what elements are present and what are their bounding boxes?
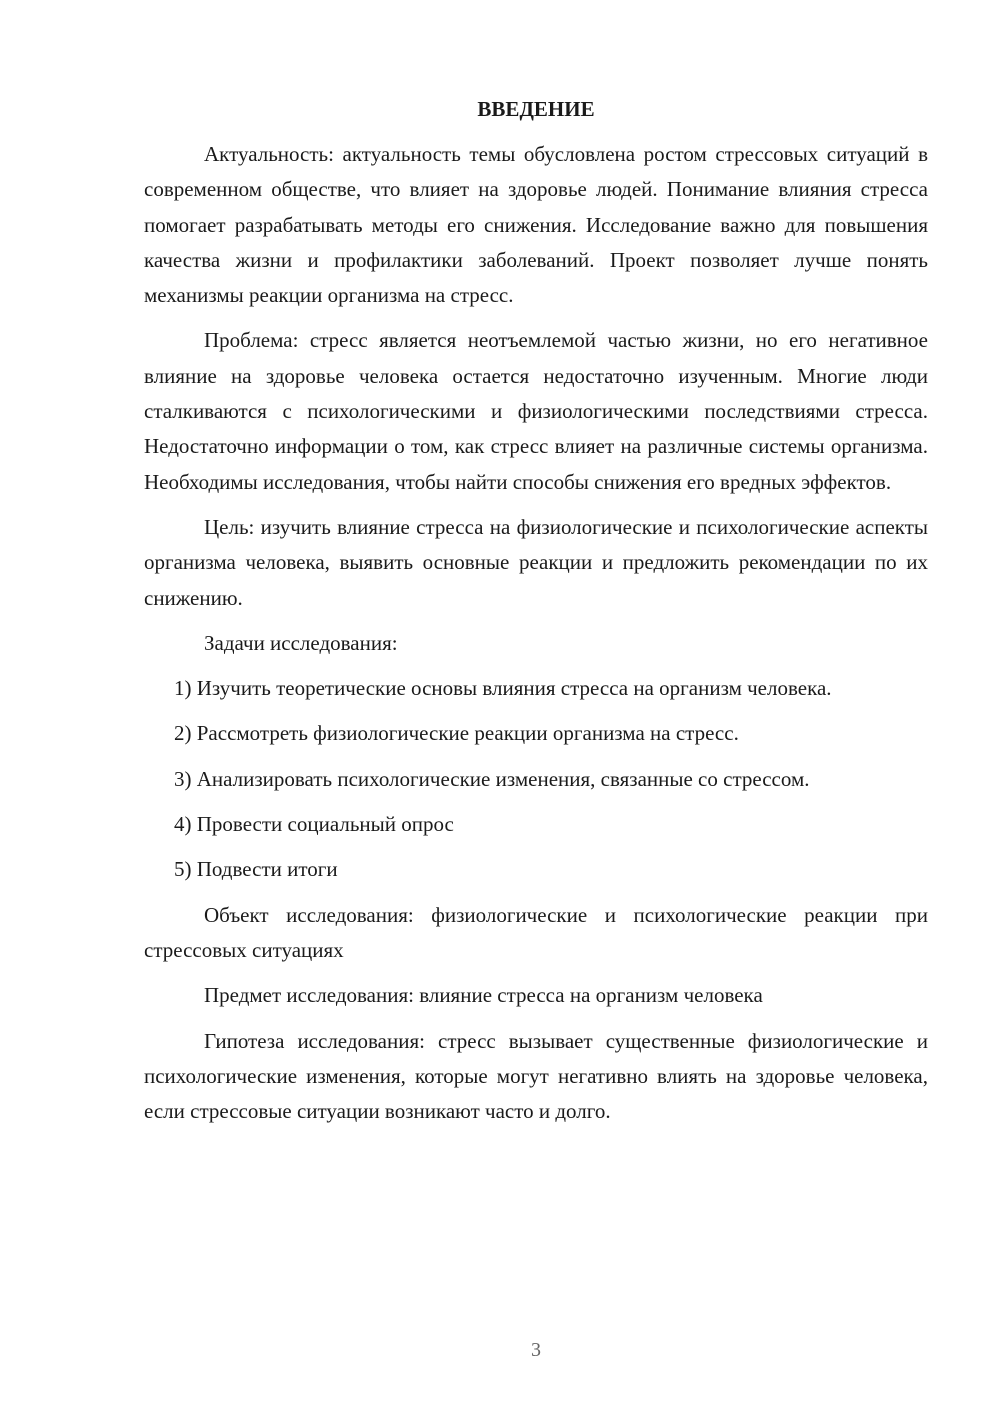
paragraph-relevance: Актуальность: актуальность темы обусловлена ростом стрессовых ситуаций в современном обществе, что влияет на здоровье людей. Понимание влияния стресса помогает разрабатывать методы его снижения. Исследование важно для повышения качества жизни и профилактики заболеваний. Проект позволяет лучше понять механизмы реакции организма на стресс. <box>144 142 928 308</box>
task-item: 5) Подвести итоги <box>174 857 338 882</box>
paragraph-object: Объект исследования: физиологические и психологические реакции при стрессовых ситуациях <box>144 902 928 962</box>
paragraph-goal: Цель: изучить влияние стресса на физиологические и психологические аспекты организма человека, выявить основные реакции и предложить рекомендации по их снижению. <box>144 514 928 610</box>
paragraph-problem: Проблема: стресс является неотъемлемой частью жизни, но его негативное влияние на здоровье человека остается недостаточно изученным. Многие люди сталкиваются с психологическими и физиологическими последствиями стресса. Недостаточно информации о том, как стресс влияет на различные системы организма. Необходимы исследования, чтобы найти способы снижения его вредных эффектов. <box>144 328 928 494</box>
paragraph-hypothesis: Гипотеза исследования: стресс вызывает существенные физиологические и психологические изменения, которые могут негативно влиять на здоровье человека, если стрессовые ситуации возникают часто и долго. <box>144 1028 928 1124</box>
page-number: 3 <box>531 1339 541 1361</box>
task-item: 4) Провести социальный опрос <box>174 812 454 837</box>
tasks-heading: Задачи исследования: <box>204 630 398 655</box>
page-content <box>144 92 928 1139</box>
task-item: 2) Рассмотреть физиологические реакции организма на стресс. <box>174 721 739 746</box>
section-title: ВВЕДЕНИЕ <box>477 97 595 121</box>
paragraph-subject: Предмет исследования: влияние стресса на организм человека <box>204 983 763 1008</box>
task-item: 3) Анализировать психологические изменения, связанные со стрессом. <box>174 766 810 791</box>
task-item: 1) Изучить теоретические основы влияния стресса на организм человека. <box>174 676 832 701</box>
